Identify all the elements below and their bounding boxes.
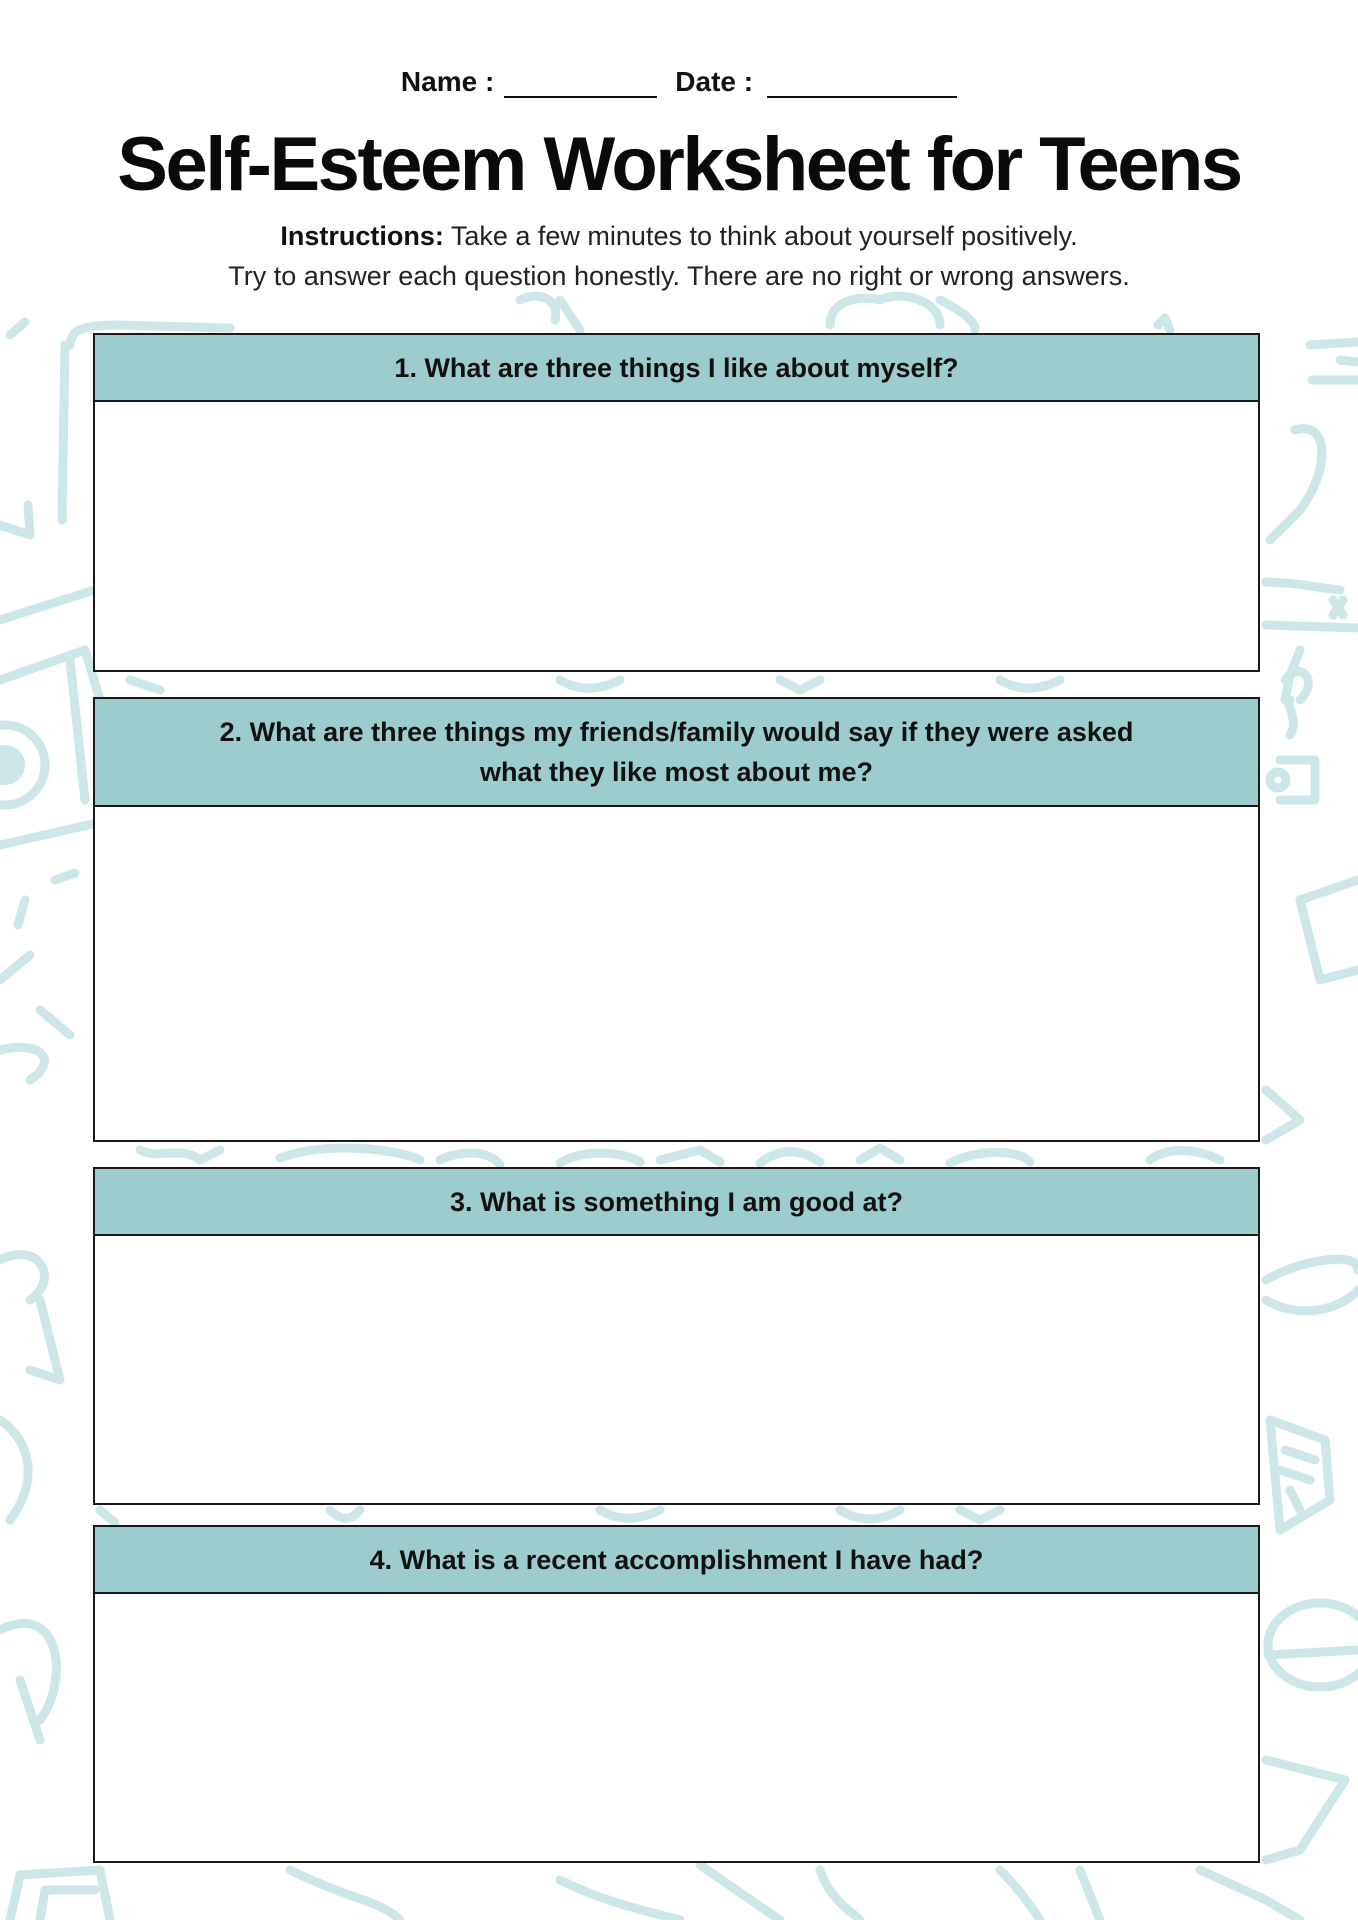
question-header-3 [95,1169,1258,1236]
instructions-line-2: Try to answer each question honestly. There are no right or wrong answers. [228,261,1130,291]
question-text-1: 1. What are three things I like about myself? [394,352,959,383]
date-field[interactable] [767,68,957,98]
answer-area-2[interactable] [95,807,1258,1140]
answer-area-1[interactable] [95,402,1258,670]
answer-area-4[interactable] [95,1594,1258,1861]
instructions-line-1: Instructions: Take a few minutes to think about yourself positively. [280,221,1078,251]
question-header-2 [95,699,1258,807]
answer-area-3[interactable] [95,1236,1258,1503]
page-title: Self-Esteem Worksheet for Teens [117,122,1241,207]
date-label: Date : [675,66,754,97]
question-box-1 [93,333,1260,672]
instructions [0,216,1358,296]
name-label: Name : [400,66,495,97]
question-box-4 [93,1525,1260,1863]
question-header-4 [95,1527,1258,1594]
question-text-4: 4. What is a recent accomplishment I have had? [369,1544,984,1575]
question-box-2 [93,697,1260,1142]
name-date-row [0,58,1358,98]
question-text-2-line-2: what they like most about me? [479,757,874,787]
question-text-3: 3. What is something I am good at? [449,1186,904,1217]
question-header-1 [95,335,1258,402]
instructions-label: Instructions: [280,221,444,251]
question-text-2-line-1: 2. What are three things my friends/family would say if they were asked [219,717,1134,747]
name-field[interactable] [504,68,657,98]
question-box-3 [93,1167,1260,1505]
